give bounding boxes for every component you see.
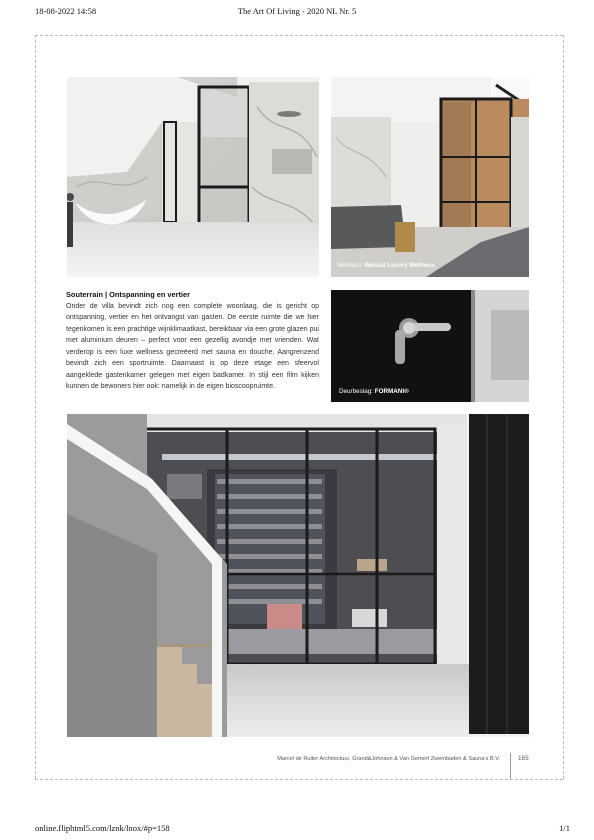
wine-cellar-photo [67,414,529,737]
page-frame-left [35,35,36,779]
door-handle-photo [331,290,529,402]
print-page-count: 1/1 [559,823,570,833]
print-title: The Art Of Living - 2020 NL Nr. 5 [237,6,357,16]
print-url: online.fliphtml5.com/lznk/lnox/#p=158 [35,823,170,833]
print-datetime: 18-08-2022 14:58 [35,6,97,16]
page-frame-top [35,35,563,36]
page-number: 165 [518,755,529,762]
door-caption [339,388,409,395]
door-caption-value: FORMANI® [374,388,409,395]
credits-divider [510,753,511,779]
wellness-sauna-photo [331,77,529,277]
wellness-caption-value: Welsuit Luxury Wellness [364,263,436,269]
page-frame-bottom [35,779,563,780]
door-caption-label: Deurbeslag: [339,388,373,395]
article-heading: Souterrain | Ontspanning en vertier [66,290,191,299]
wellness-caption-label: Wellness: [337,263,363,269]
bathroom-photo [67,77,319,277]
photo-credits: Marcel de Ruiter Architectuur, Grand&Johnson & Van Gemert Zwembaden & Sauna's B.V. [277,756,500,762]
article-body: Onder de villa bevindt zich nog een complete woonlaag, die is gericht op ontspanning, vertier en het ontvangst van gasten. De eerste ruimte die we hier tegenkomen is een prachtige wijnklimaatkast, bereikbaar via een grote glazen pui met aluminium deuren – perfect voor een gezellig avondje met vrienden. Wat verderop is een luxe wellness gecreëerd met sauna en douche. Aangrenzend bevindt zich een sportruimte. Daarnaast is op deze etage een sfeervol aangeklede gastenkamer gelegen met eigen badkamer. In stijl een film kijken kunnen de bewoners hier ook: namelijk in de eigen bioscoopruimte. [66,303,319,391]
page-frame-right [563,35,564,779]
wellness-caption [337,263,435,269]
